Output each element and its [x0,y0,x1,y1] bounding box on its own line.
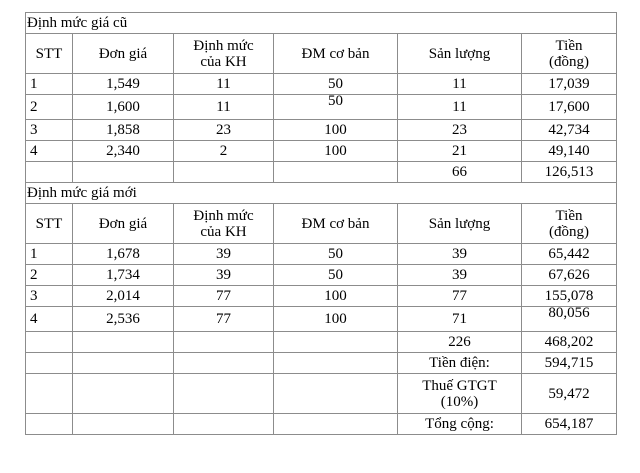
cell-customer-quota: 39 [174,265,274,286]
cell-customer-quota: 23 [174,120,274,141]
cell-stt: 4 [26,141,73,162]
cell-amount: 155,078 [522,286,617,307]
cell-unit-price: 2,014 [73,286,174,307]
table-row [26,95,617,120]
cell-unit-price: 1,858 [73,120,174,141]
col-header-customer-quota [174,204,274,244]
empty-cell [26,162,73,183]
cell-stt: 2 [26,265,73,286]
cell-customer-quota: 11 [174,95,274,120]
cell-base-quota: 100 [274,141,398,162]
col-header-base-quota: ĐM cơ bản [274,34,398,74]
cell-amount: 42,734 [522,120,617,141]
old-total-row [26,162,617,183]
empty-cell [73,374,174,414]
grand-total-value: 654,187 [522,414,617,435]
cell-stt: 1 [26,244,73,265]
cell-amount: 67,626 [522,265,617,286]
vat-value: 59,472 [522,374,617,414]
cell-stt: 1 [26,74,73,95]
vat-row [26,374,617,414]
new-total-row [26,332,617,353]
cell-base-quota: 100 [274,120,398,141]
table-row [26,286,617,307]
empty-cell [26,414,73,435]
cell-customer-quota: 77 [174,307,274,332]
old-total-quantity: 66 [398,162,522,183]
cell-stt: 3 [26,120,73,141]
cell-customer-quota: 2 [174,141,274,162]
empty-cell [274,414,398,435]
new-total-quantity: 226 [398,332,522,353]
grand-total-label: Tổng cộng: [398,414,522,435]
cell-amount [522,307,617,332]
cell-quantity: 23 [398,120,522,141]
col-header-unit-price: Đơn giá [73,204,174,244]
col-header-base-quota: ĐM cơ bản [274,204,398,244]
col-header-amount [522,204,617,244]
new-table-title: Định mức giá mới [26,183,617,204]
empty-cell [274,162,398,183]
cell-amount: 17,039 [522,74,617,95]
col-header-quantity: Sản lượng [398,34,522,74]
cell-quantity: 11 [398,95,522,120]
cell-stt: 2 [26,95,73,120]
old-price-table [25,12,617,435]
new-header-row [26,204,617,244]
cell-customer-quota: 39 [174,244,274,265]
empty-cell [73,162,174,183]
empty-cell [174,162,274,183]
old-total-amount: 126,513 [522,162,617,183]
col-header-quantity: Sản lượng [398,204,522,244]
col-header-unit-price: Đơn giá [73,34,174,74]
cell-base-quota [274,95,398,120]
empty-cell [274,332,398,353]
new-total-amount: 468,202 [522,332,617,353]
table-row [26,244,617,265]
cell-unit-price: 1,549 [73,74,174,95]
cell-amount: 17,600 [522,95,617,120]
cell-quantity: 11 [398,74,522,95]
old-table-title: Định mức giá cũ [26,13,617,34]
empty-cell [73,414,174,435]
amount-label: Tiền (đồng) [549,37,590,70]
empty-cell [26,353,73,374]
empty-cell [174,374,274,414]
old-header-row [26,34,617,74]
empty-cell [26,374,73,414]
empty-cell [73,332,174,353]
cell-unit-price: 2,536 [73,307,174,332]
table-row [26,141,617,162]
base-quota-value: 50 [328,94,343,109]
cell-quantity: 21 [398,141,522,162]
electricity-row [26,353,617,374]
cell-unit-price: 1,734 [73,265,174,286]
table-row [26,120,617,141]
empty-cell [174,332,274,353]
cell-unit-price: 1,600 [73,95,174,120]
cell-base-quota: 100 [274,286,398,307]
empty-cell [174,414,274,435]
vat-label-cell [398,374,522,414]
cell-quantity: 39 [398,244,522,265]
col-header-stt: STT [26,34,73,74]
cell-quantity: 39 [398,265,522,286]
vat-label: Thuế GTGT (10%) [422,377,497,410]
cell-base-quota: 50 [274,74,398,95]
cell-base-quota: 100 [274,307,398,332]
price-comparison [25,12,616,435]
amount-label: Tiền (đồng) [549,207,590,240]
electricity-label: Tiền điện: [398,353,522,374]
cell-stt: 4 [26,307,73,332]
col-header-customer-quota [174,34,274,74]
cell-quantity: 71 [398,307,522,332]
empty-cell [73,353,174,374]
cell-customer-quota: 11 [174,74,274,95]
empty-cell [274,353,398,374]
col-header-stt: STT [26,204,73,244]
col-header-amount [522,34,617,74]
empty-cell [274,374,398,414]
grand-total-row [26,414,617,435]
empty-cell [26,332,73,353]
amount-value: 80,056 [548,306,590,321]
cell-unit-price: 1,678 [73,244,174,265]
table-row [26,307,617,332]
cell-quantity: 77 [398,286,522,307]
cell-base-quota: 50 [274,265,398,286]
table-row [26,265,617,286]
cell-amount: 49,140 [522,141,617,162]
customer-quota-label: Định mức của KH [193,207,254,240]
empty-cell [174,353,274,374]
cell-base-quota: 50 [274,244,398,265]
cell-unit-price: 2,340 [73,141,174,162]
electricity-value: 594,715 [522,353,617,374]
cell-stt: 3 [26,286,73,307]
table-row [26,74,617,95]
cell-amount: 65,442 [522,244,617,265]
cell-customer-quota: 77 [174,286,274,307]
customer-quota-label: Định mức của KH [193,37,254,70]
